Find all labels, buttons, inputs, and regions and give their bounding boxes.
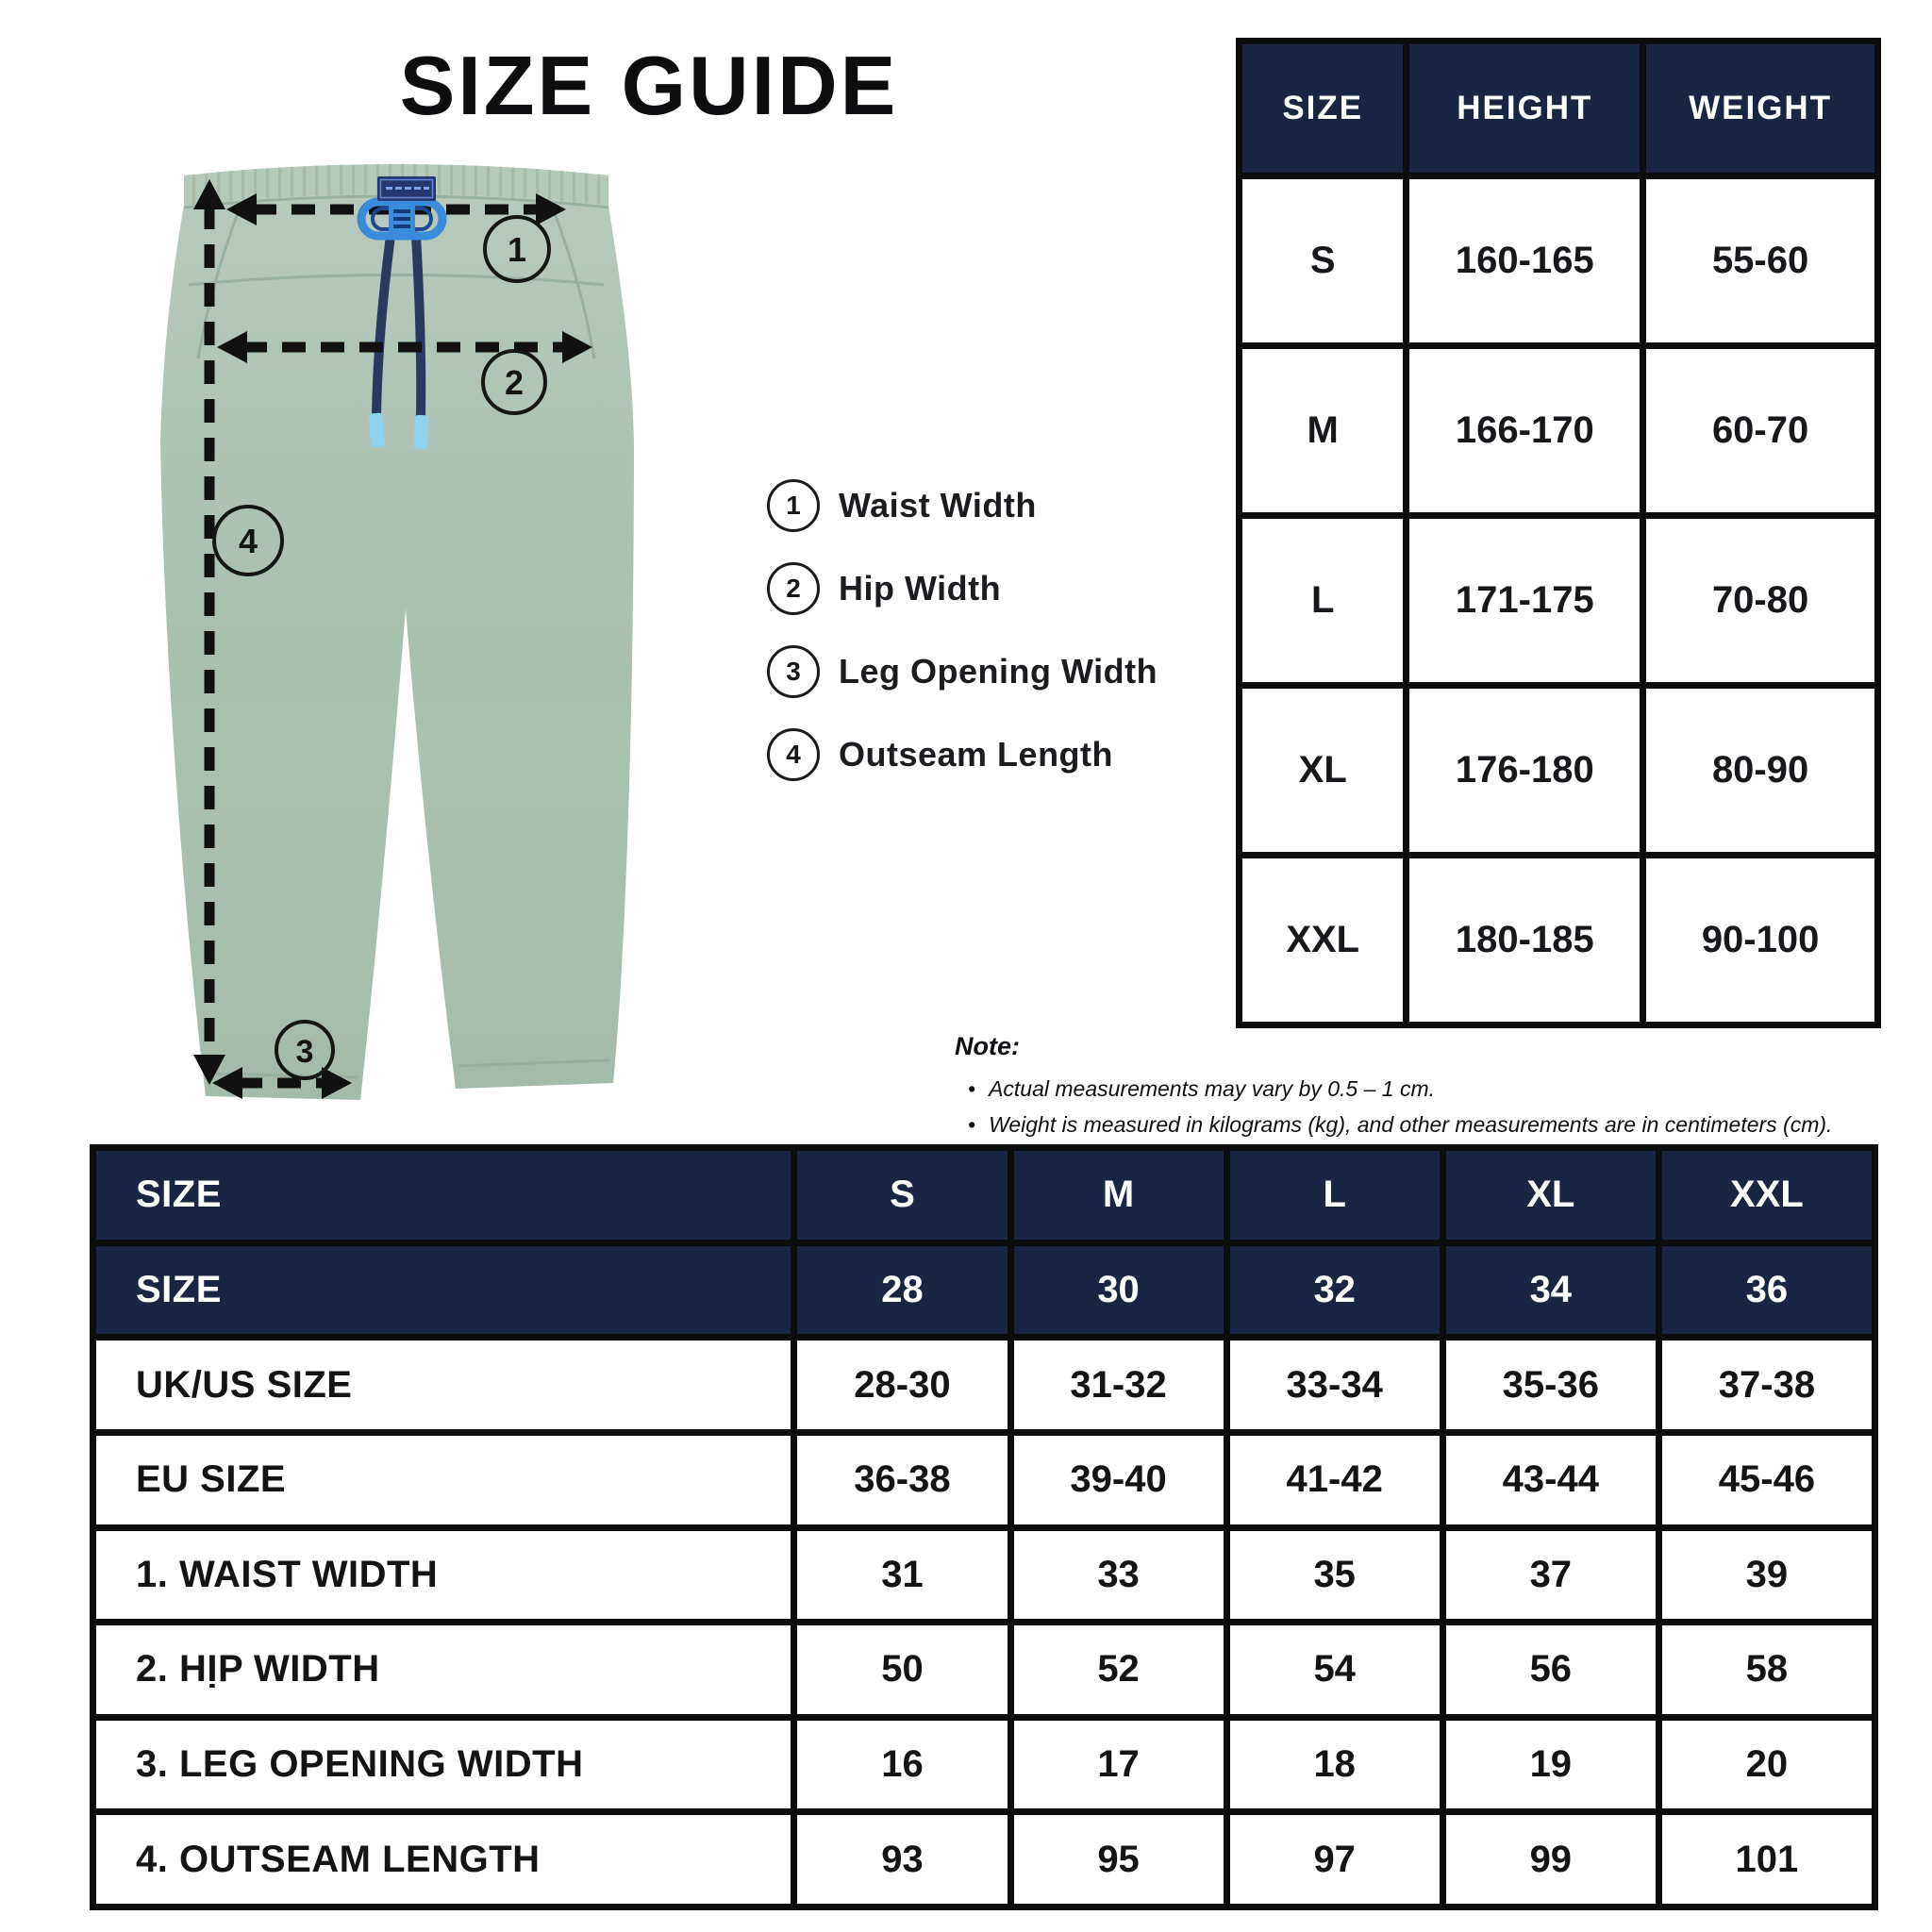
size-table-row-label: 3. LEG OPENING WIDTH [96,1721,791,1809]
size-table-value-cell: 52 [1014,1625,1224,1714]
pants-body-shading [160,194,634,1100]
hw-size-cell: XXL [1242,858,1403,1022]
waistband-brand-label [377,176,436,201]
brand-logo [361,202,442,236]
size-table-value-cell: 31-32 [1014,1341,1224,1429]
size-table-row-label: 1. WAIST WIDTH [96,1531,791,1620]
drawstring-right [416,236,421,417]
aglet-right [413,415,429,450]
size-table-value-cell: 36-38 [797,1436,1007,1524]
size-table-value-cell: 36 [1662,1246,1872,1335]
size-table-value-cell: 43-44 [1446,1436,1656,1524]
legend-item [767,728,1158,781]
callout-number-leg-opening: 3 [295,1034,314,1070]
height-weight-table [1236,38,1881,1028]
measurement-legend [767,479,1158,811]
hw-size-cell: XL [1242,689,1403,852]
size-table-value-cell: 37-38 [1662,1341,1872,1429]
size-table-value-cell: 35 [1230,1531,1440,1620]
size-table-value-cell: 101 [1662,1815,1872,1904]
callout-number-hip: 2 [504,363,525,402]
note-item: • Actual measurements may vary by 0.5 – 1 cm. [968,1071,1913,1107]
size-table-value-cell: 17 [1014,1721,1224,1809]
size-table-value-cell: L [1230,1151,1440,1240]
size-table-value-cell: 19 [1446,1721,1656,1809]
size-table-value-cell: 33 [1014,1531,1224,1620]
hw-height-cell: 176-180 [1409,689,1640,852]
legend-label: Outseam Length [839,735,1114,774]
size-table-value-cell: 39-40 [1014,1436,1224,1524]
note-item: • Weight is measured in kilograms (kg), and other measurements are in centimeters (cm). [968,1107,1913,1142]
size-table-value-cell: 34 [1446,1246,1656,1335]
legend-circle-number: 3 [767,645,820,698]
note-list [955,1071,1913,1142]
hw-header-cell: HEIGHT [1409,44,1640,173]
size-table-value-cell: S [797,1151,1007,1240]
size-table-value-cell: 33-34 [1230,1341,1440,1429]
size-table-value-cell: XXL [1662,1151,1872,1240]
size-table-row-label: EU SIZE [96,1436,791,1524]
callout-number-waist: 1 [507,230,527,269]
hw-size-cell: M [1242,349,1403,512]
legend-label: Leg Opening Width [839,652,1158,691]
note-heading: Note: [955,1032,1020,1060]
size-table-row-label: 2. HỊP WIDTH [96,1625,791,1714]
hw-height-cell: 171-175 [1409,519,1640,682]
hw-size-cell: L [1242,519,1403,682]
size-table-value-cell: 45-46 [1662,1436,1872,1524]
size-table-row-label: 4. OUTSEAM LENGTH [96,1815,791,1904]
hw-height-cell: 166-170 [1409,349,1640,512]
size-table-value-cell: 93 [797,1815,1007,1904]
size-table-value-cell: 58 [1662,1625,1872,1714]
pants-measurement-diagram [94,132,811,1189]
size-table-value-cell: 20 [1662,1721,1872,1809]
hw-header-cell: SIZE [1242,44,1403,173]
legend-label: Hip Width [839,569,1002,608]
legend-circle-number: 4 [767,728,820,781]
legend-item [767,645,1158,698]
size-table-value-cell: 28-30 [797,1341,1007,1429]
hw-weight-cell: 70-80 [1646,519,1874,682]
size-table-value-cell: 30 [1014,1246,1224,1335]
legend-item [767,562,1158,615]
size-table-value-cell: 41-42 [1230,1436,1440,1524]
hw-weight-cell: 60-70 [1646,349,1874,512]
hw-header-cell: WEIGHT [1646,44,1874,173]
hw-weight-cell: 80-90 [1646,689,1874,852]
hw-height-cell: 180-185 [1409,858,1640,1022]
legend-circle-number: 1 [767,479,820,532]
aglet-left [369,412,385,447]
size-table-value-cell: 50 [797,1625,1007,1714]
size-table-value-cell: 16 [797,1721,1007,1809]
size-table-value-cell: 28 [797,1246,1007,1335]
hw-weight-cell: 55-60 [1646,179,1874,342]
size-table [90,1144,1878,1910]
legend-item [767,479,1158,532]
size-table-value-cell: 31 [797,1531,1007,1620]
size-table-value-cell: 56 [1446,1625,1656,1714]
size-table-value-cell: 32 [1230,1246,1440,1335]
size-table-row-label: SIZE [96,1246,791,1335]
callout-number-outseam: 4 [238,522,258,560]
hw-size-cell: S [1242,179,1403,342]
page-title: SIZE GUIDE [399,39,899,132]
size-table-value-cell: 39 [1662,1531,1872,1620]
note [955,1032,1913,1142]
size-table-value-cell: 54 [1230,1625,1440,1714]
size-table-value-cell: 97 [1230,1815,1440,1904]
legend-label: Waist Width [839,486,1037,525]
legend-circle-number: 2 [767,562,820,615]
size-table-value-cell: 18 [1230,1721,1440,1809]
size-table-value-cell: XL [1446,1151,1656,1240]
size-table-value-cell: 95 [1014,1815,1224,1904]
hw-height-cell: 160-165 [1409,179,1640,342]
size-table-row-label: SIZE [96,1151,791,1240]
size-table-value-cell: 99 [1446,1815,1656,1904]
size-table-row-label: UK/US SIZE [96,1341,791,1429]
size-table-value-cell: 35-36 [1446,1341,1656,1429]
size-table-value-cell: M [1014,1151,1224,1240]
size-table-value-cell: 37 [1446,1531,1656,1620]
hw-weight-cell: 90-100 [1646,858,1874,1022]
